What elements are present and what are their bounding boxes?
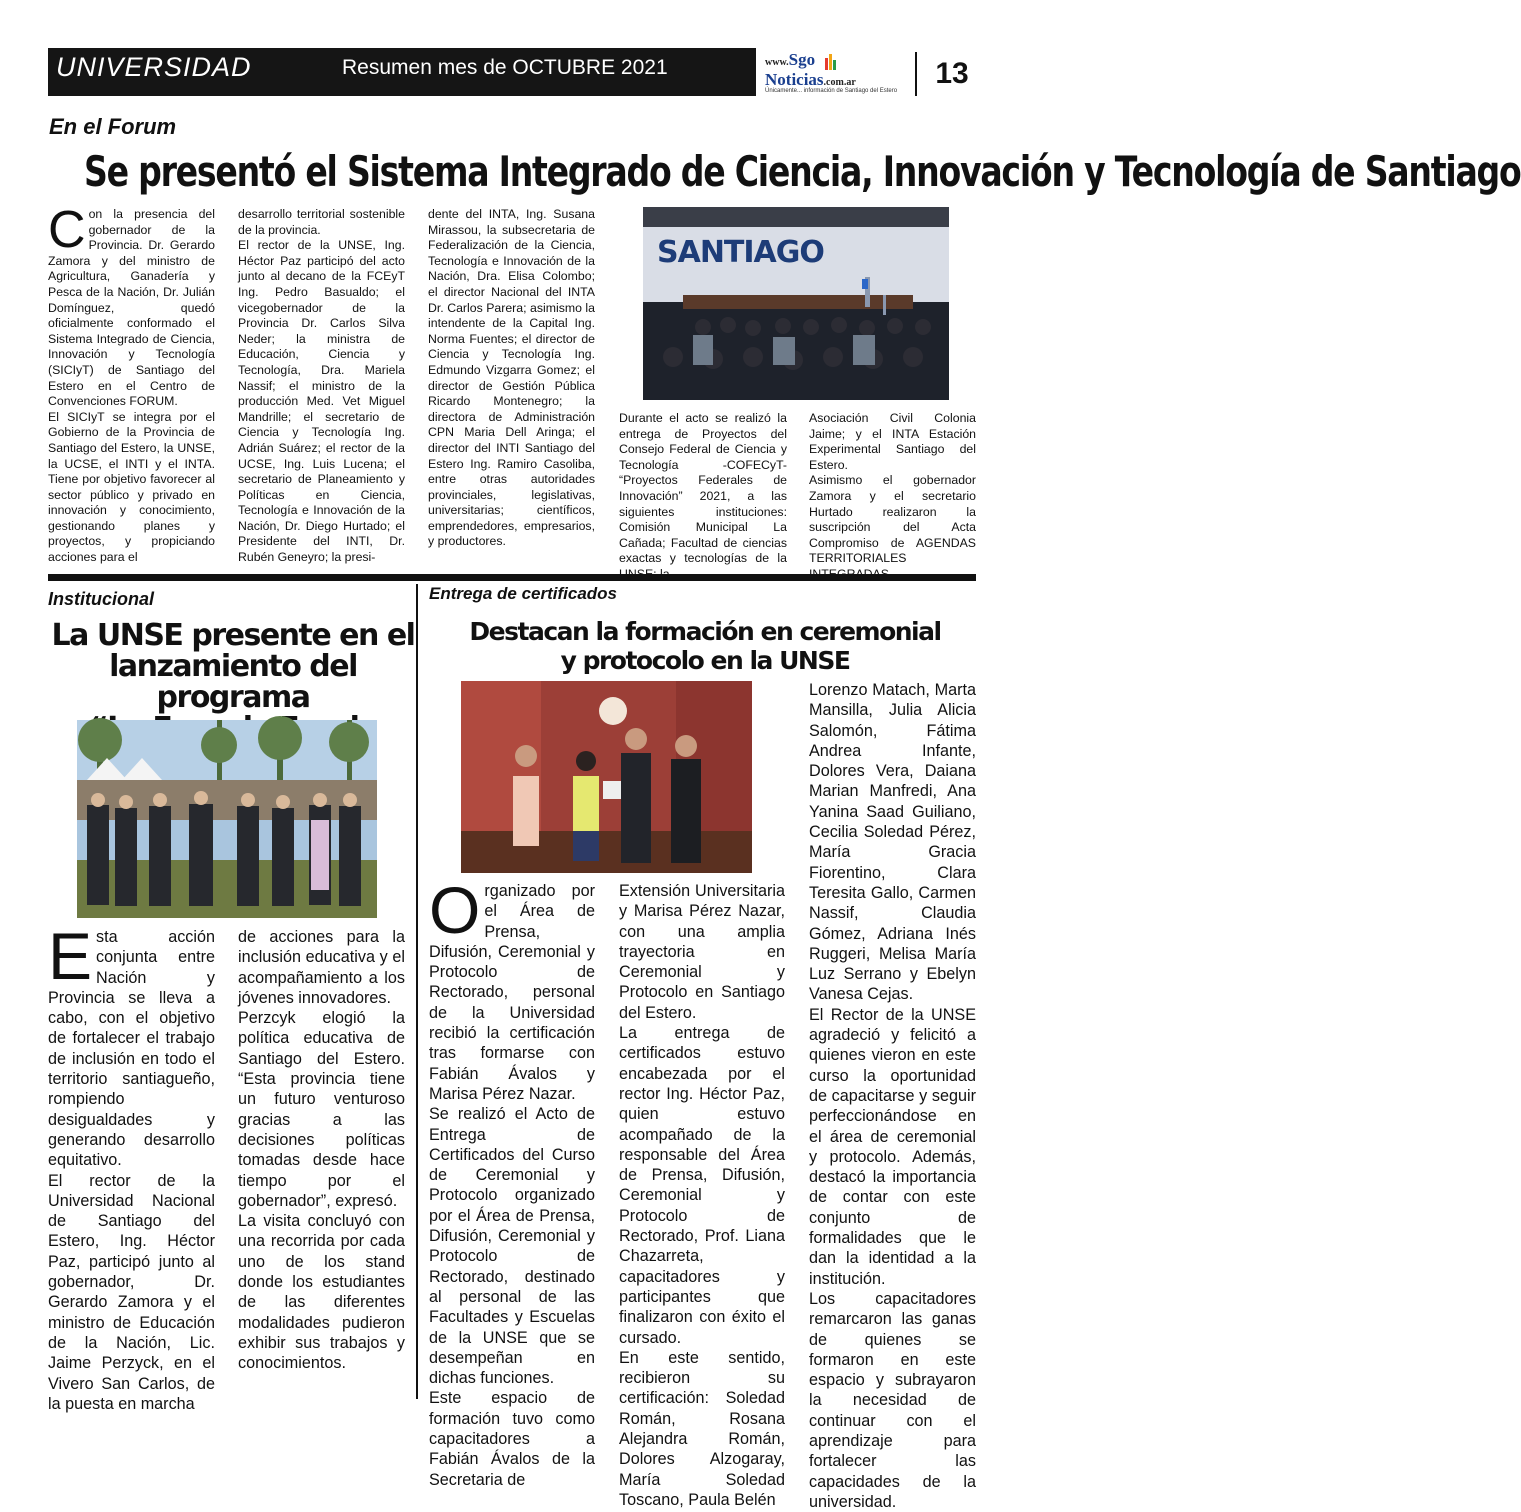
article3-col3 xyxy=(809,680,976,1512)
article1-col2-p1: desarrollo territorial sostenible de la provincia. xyxy=(238,207,405,237)
article1-col5-p2: Asimismo el gobernador Zamora y el secretario Hurtado realizaron la suscripción del Acta Compromiso de AGENDAS TERRITORIALES xyxy=(809,473,976,566)
article1-col3 xyxy=(428,207,595,550)
article1-col1 xyxy=(48,201,215,566)
article3-col2-p3: En este sentido, recibieron su certificación: Soledad Román, Rosana Alejandra Román, Dolores Alzogaray, María Soledad Toscano, Paula Belén xyxy=(619,1348,785,1509)
article1-col5-p1: Asociación Civil Colonia Jaime; y el INTA Estación Experimental Santiago del Estero. xyxy=(809,411,976,472)
article3-title[interactable] xyxy=(425,617,985,675)
article3-title-line2: y protocolo en la UNSE xyxy=(560,646,850,675)
article3-col3-p1: Lorenzo Matach, Marta Mansilla, Julia Alicia Salomón, Fátima Andrea Infante, Dolores Vera, Daiana Marian Manfredi, Ana Yanina Saad Guiliano, Cecilia Soledad Pérez, María Gracia Fiorentino, Clara Teresita Gallo, Carmen Nassif, Claudia Gómez, Adriana Inés Ruggeri, Melisa María Luz Serrano y Ebelyn Vanesa Cejas. xyxy=(809,681,976,1004)
article2-col1 xyxy=(48,919,215,1414)
article2-title-line1: La UNSE presente en el xyxy=(51,618,415,653)
article3-dropcap: O xyxy=(429,873,481,947)
article1-col1-p1: on la presencia del gobernador de la Provincia. Dr. Gerardo Zamora y del ministro de Agricultura, Ganadería y Pesca de la Nación, Dr. Julián Domínguez, quedó oficialmente conformado el Sistema Integrado de Ciencia, Innovación y Tecnología (SICIyT) de Santiago del Estero en el Centro de Convenciones FORUM. xyxy=(48,207,215,409)
logo-www: www. xyxy=(765,57,789,68)
article2-col1-p1: sta acción conjunta entre Nación y Provincia se lleva a cabo, con el objetivo de fortalecer el trabajo de inclusión en todo el territorio santiagueño, rompiendo desigualdades y generando desarrollo equitativo. xyxy=(48,928,215,1170)
issue-label: Resumen mes de OCTUBRE 2021 xyxy=(342,56,668,79)
article1-col2 xyxy=(238,207,405,566)
article3-col1 xyxy=(429,873,595,1490)
article2-title-line2: lanzamiento del programa xyxy=(109,649,357,715)
article2-col2 xyxy=(238,927,405,1374)
article2-col2-p3: La visita concluyó con una recorrida por cada uno de los stand donde los estudiantes de las diferentes modalidades pudieron exhibir sus trabajos y conocimientos. xyxy=(238,1212,405,1373)
logo-suffix: .com.ar xyxy=(823,77,856,88)
logo-bars-icon xyxy=(825,52,837,70)
article1-col3-p1: dente del INTA, Ing. Susana Mirassou, la subsecretaria de Federalización de la Ciencia, Tecnología e Innovación de la Nación, Dra. Elisa Colombo; el director Nacional del INTA Dr. Carlos Parera; asimismo la intendente de la Capital Ing. Norma Fuentes; el director de Ciencia y Tecnología Ing. Edmundo Vizgarra Gomez; el director de Gestión Pública Ricardo Montenegro; la directora de Administración CPN Maria Dell Aringa; el director del INTI Santiago del Estero Ing. Ramiro Casoliba, entre otras autoridades provinciales, legislativas, universitarias; científicos, emprendedores, empresarios, y productores. xyxy=(428,207,595,549)
certificados-photo[interactable] xyxy=(461,681,752,873)
article2-col2-p1: de acciones para la inclusión educativa y el acompañamiento a los jóvenes innovadores. xyxy=(238,928,405,1007)
escuela-metas-photo[interactable] xyxy=(77,720,377,918)
section-divider xyxy=(48,574,976,581)
article1-col1-p2: El SICIyT se integra por el Gobierno de la Provincia de Santiago del Estero, la UNSE, la UCSE, el INTI y el INTA. Tiene por objetivo favorecer al sector público y privado en innovación y conocimiento, gestionando planes y proyectos, y propiciando acciones para el xyxy=(48,409,215,565)
article1-col4-p1: Durante el acto se realizó la entrega de Proyectos del Consejo Federal de Ciencia y Tecnología -COFECyT- “Proyectos Federales de Innovación” 2021, a las siguientes instituciones: Comisión Municipal La Cañada; Facultad de ciencias exactas y tecnologías de la xyxy=(619,411,787,566)
article2-dropcap: E xyxy=(48,919,93,993)
article2-kicker: Institucional xyxy=(48,589,155,609)
article3-title-line1: Destacan la formación en ceremonial xyxy=(469,617,941,646)
article2-col2-p2: Perzcyk elogió la política educativa de Santiago del Estero. “Esta provincia tiene un futuro venturoso gracias a las decisiones políticas tomadas desde hace tiempo por el gobernador”, expresó. xyxy=(238,1009,405,1210)
article3-col2-p1: Extensión Universitaria y Marisa Pérez Nazar, con una amplia trayectoria en Ceremonial y Protocolo en Santiago del Estero. xyxy=(619,882,785,1022)
article1-col4 xyxy=(619,411,787,583)
article3-col3-p3: Los capacitadores remarcaron las ganas de quienes se formaron en este espacio y subrayaron la necesidad de continuar con el aprendizaje para fortalecer las capacidades de la universidad. xyxy=(809,1289,976,1511)
forum-event-photo[interactable] xyxy=(643,207,949,400)
article1-title[interactable]: Se presentó el Sistema Integrado de Ciencia, Innovación y Tecnología de Santiago xyxy=(84,148,1521,197)
logo-tagline: Únicamente... información de Santiago del Estero xyxy=(765,88,898,94)
article3-col1-p1: rganizado por el Área de Prensa, Difusión, Ceremonial y Protocolo de Rectorado, personal de la Universidad recibió la certificación tras formarse con Fabián Ávalos y Marisa Pérez Nazar. xyxy=(429,882,595,1103)
sgo-noticias-logo[interactable] xyxy=(765,50,905,96)
article1-col2-p2: El rector de la UNSE, Ing. Héctor Paz participó del acto junto al decano de la FCEyT Ing. Pedro Basualdo; el vicegobernador de la Provincia Dr. Carlos Silva Neder; la ministra de Educación, Ciencia y Tecnología, Dra. Mariela Nassif; el ministro de la producción Med. Vet Miguel Mandrille; el secretario de Ciencia y Tecnología Ing. Adrián Suárez; el rector de la UCSE, Ing. Luis Lucena; el secretario de Planeamiento y Políticas en Ciencia, Tecnología e Innovación de la Nación, Dr. Diego Hurtado; el Presidente del INTI, Dr. Rubén Geneyro; la presi- xyxy=(238,238,405,565)
article3-col3-p2: El Rector de la UNSE agradeció y felicitó a quienes vieron en este curso la oportunidad de capacitarse y seguir perfeccionándose en el área de ceremonial y protocolo. Además, destacó la importancia de contar con este conjunto de formalidades que le dan la identidad a la institución. xyxy=(809,1005,976,1288)
article1-dropcap: C xyxy=(48,201,86,259)
article3-col1-p3: Este espacio de formación tuvo como capacitadores a Fabián Ávalos de la Secretaria de xyxy=(429,1389,595,1489)
article2-col1-p2: El rector de la Universidad Nacional de Santiago del Estero, Ing. Héctor Paz, participó junto al gobernador, Dr. Gerardo Zamora y el ministro de Educación de la Nación, Lic. Jaime Perzyck, en el Vivero San Carlos, de la puesta en marcha xyxy=(48,1171,215,1413)
article3-col2-p2: La entrega de certificados estuvo encabezada por el rector Ing. Héctor Paz, quien estuvo acompañado de la responsable del Área de Prensa, Difusión, Ceremonial y Protocolo de Rectorado, Prof. Liana Chazarreta, capacitadores y participantes que finalizaron con éxito el cursado. xyxy=(619,1024,785,1347)
screen-logo-text: SANTIAGO xyxy=(657,235,824,270)
article1-col5 xyxy=(809,411,976,583)
article3-kicker: Entrega de certificados xyxy=(429,584,618,603)
article3-col2 xyxy=(619,881,785,1510)
article3-col1-p2: Se realizó el Acto de Entrega de Certificados del Curso de Ceremonial y Protocolo organizado por el Área de Prensa, Difusión, Ceremonial y Protocolo de Rectorado, destinado al personal de las Facultades y Escuelas de la UNSE que se desempeñan en dichas funciones. xyxy=(429,1105,595,1388)
page-number: 13 xyxy=(915,52,987,96)
section-name: UNIVERSIDAD xyxy=(56,52,252,82)
logo-brand: Sgo Noticias xyxy=(765,50,824,89)
article1-kicker: En el Forum xyxy=(49,114,177,139)
